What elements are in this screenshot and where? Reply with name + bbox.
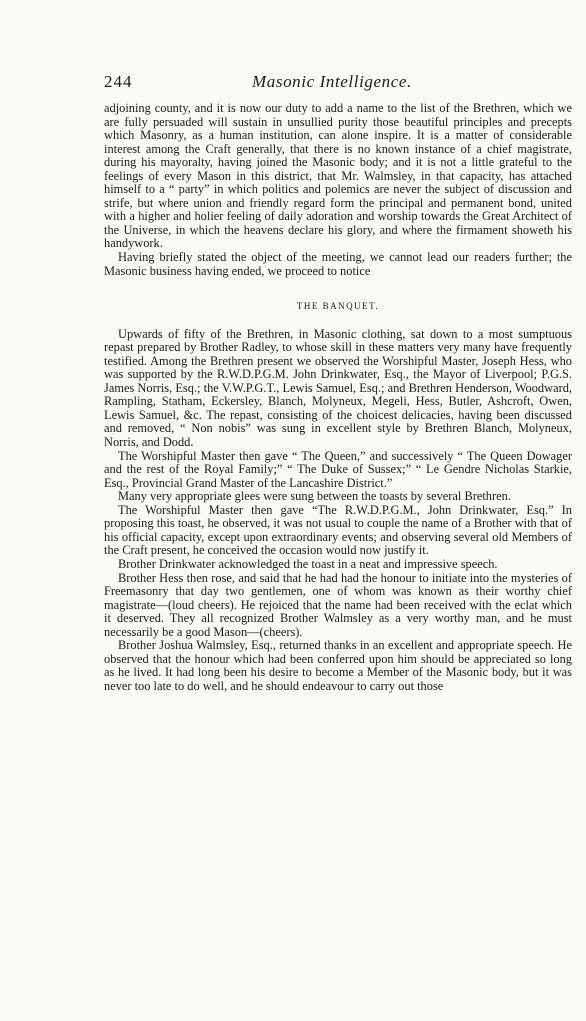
page-header [104, 72, 572, 102]
paragraph: Brother Joshua Walmsley, Esq., returned thanks in an excellent and appropriate speech. He observed that the honour which had been conferred upon him should be appreciated so long as he lived. It had long been his desire to become a Member of the Masonic body, but it was never too late to do well, and he should endeavour to carry out those [104, 638, 572, 693]
paragraph: adjoining county, and it is now our duty to add a name to the list of the Brethren, which we are fully persuaded will sustain in unsullied purity those beautiful principles and precepts which Masonry, as a human institution, can alone inspire. It is a matter of considerable interest among the Craft generally, that there is no known instance of a chief magistrate, during his mayoralty, having joined the Masonic body; and it is not a little grateful to the feelings of every Mason in this district, that Mr. Walmsley, in that capacity, has attached himself to a “ party” in which politics and polemics are never the subject of discussion and strife, but where union and friendly regard form the principal and permanent bond, united with a higher and holier feeling of daily adoration and worship towards the Great Architect of the Universe, in which the heavens declare his glory, and where the firmament showeth his handywork. [104, 101, 572, 251]
paragraph: Many very appropriate glees were sung between the toasts by several Brethren. [118, 489, 511, 504]
paragraph: Brother Drinkwater acknowledged the toast in a neat and impressive speech. [118, 556, 498, 571]
paragraph: Brother Hess then rose, and said that he had had the honour to initiate into the mysteries of Freemasonry that day two gentlemen, one of whom was known as their worthy chief magistrate—(loud cheers). He rejoiced that the name had been received with the eclat which it deserved. They all recognized Brother Walmsley as a very worthy man, and he must necessarily be a good Mason—(cheers). [104, 570, 572, 639]
paragraph: Having briefly stated the object of the meeting, we cannot lead our readers further; the Masonic business having ended, we proceed to notice [104, 250, 572, 278]
paragraph: Upwards of fifty of the Brethren, in Masonic clothing, sat down to a most sumptuous repast prepared by Brother Radley, to whose skill in these matters very many have frequently testified. Among the Brethren present we observed the Worshipful Master, Joseph Hess, who was supported by the R.W.D.P.G.M. John Drinkwater, Esq., the Mayor of Liverpool; P.G.S. James Norris, Esq.; the V.W.P.G.T., Lewis Samuel, Esq.; and Brethren Henderson, Woodward, Rampling, Statham, Eckersley, Blanch, Molyneux, Megeli, Hess, Butler, Ashcroft, Owen, Lewis Samuel, &c. The repast, consisting of the choicest delicacies, having been discussed and removed, “ Non nobis” was sung in excellent style by Brethren Blanch, Molyneux, Norris, and Dodd. [104, 326, 572, 450]
page-number: 244 [104, 72, 133, 91]
running-title: Masonic Intelligence. [252, 72, 412, 91]
section-heading: THE BANQUET. [296, 301, 380, 312]
paragraph: The Worshipful Master then gave “ The Queen,” and successively “ The Queen Dowager and the rest of the Royal Family;” “ The Duke of Sussex;” “ Le Gendre Nicholas Starkie, Esq., Provincial Grand Master of the Lancashire District.” [104, 448, 572, 490]
paragraph: The Worshipful Master then gave “The R.W.D.P.G.M., John Drinkwater, Esq.” In proposing this toast, he observed, it was not usual to couple the name of a Brother with that of his official capacity, except upon extraordinary events; and observing several old Members of the Craft present, he conceived the occasion would now justify it. [104, 502, 572, 558]
article-body [104, 102, 572, 693]
